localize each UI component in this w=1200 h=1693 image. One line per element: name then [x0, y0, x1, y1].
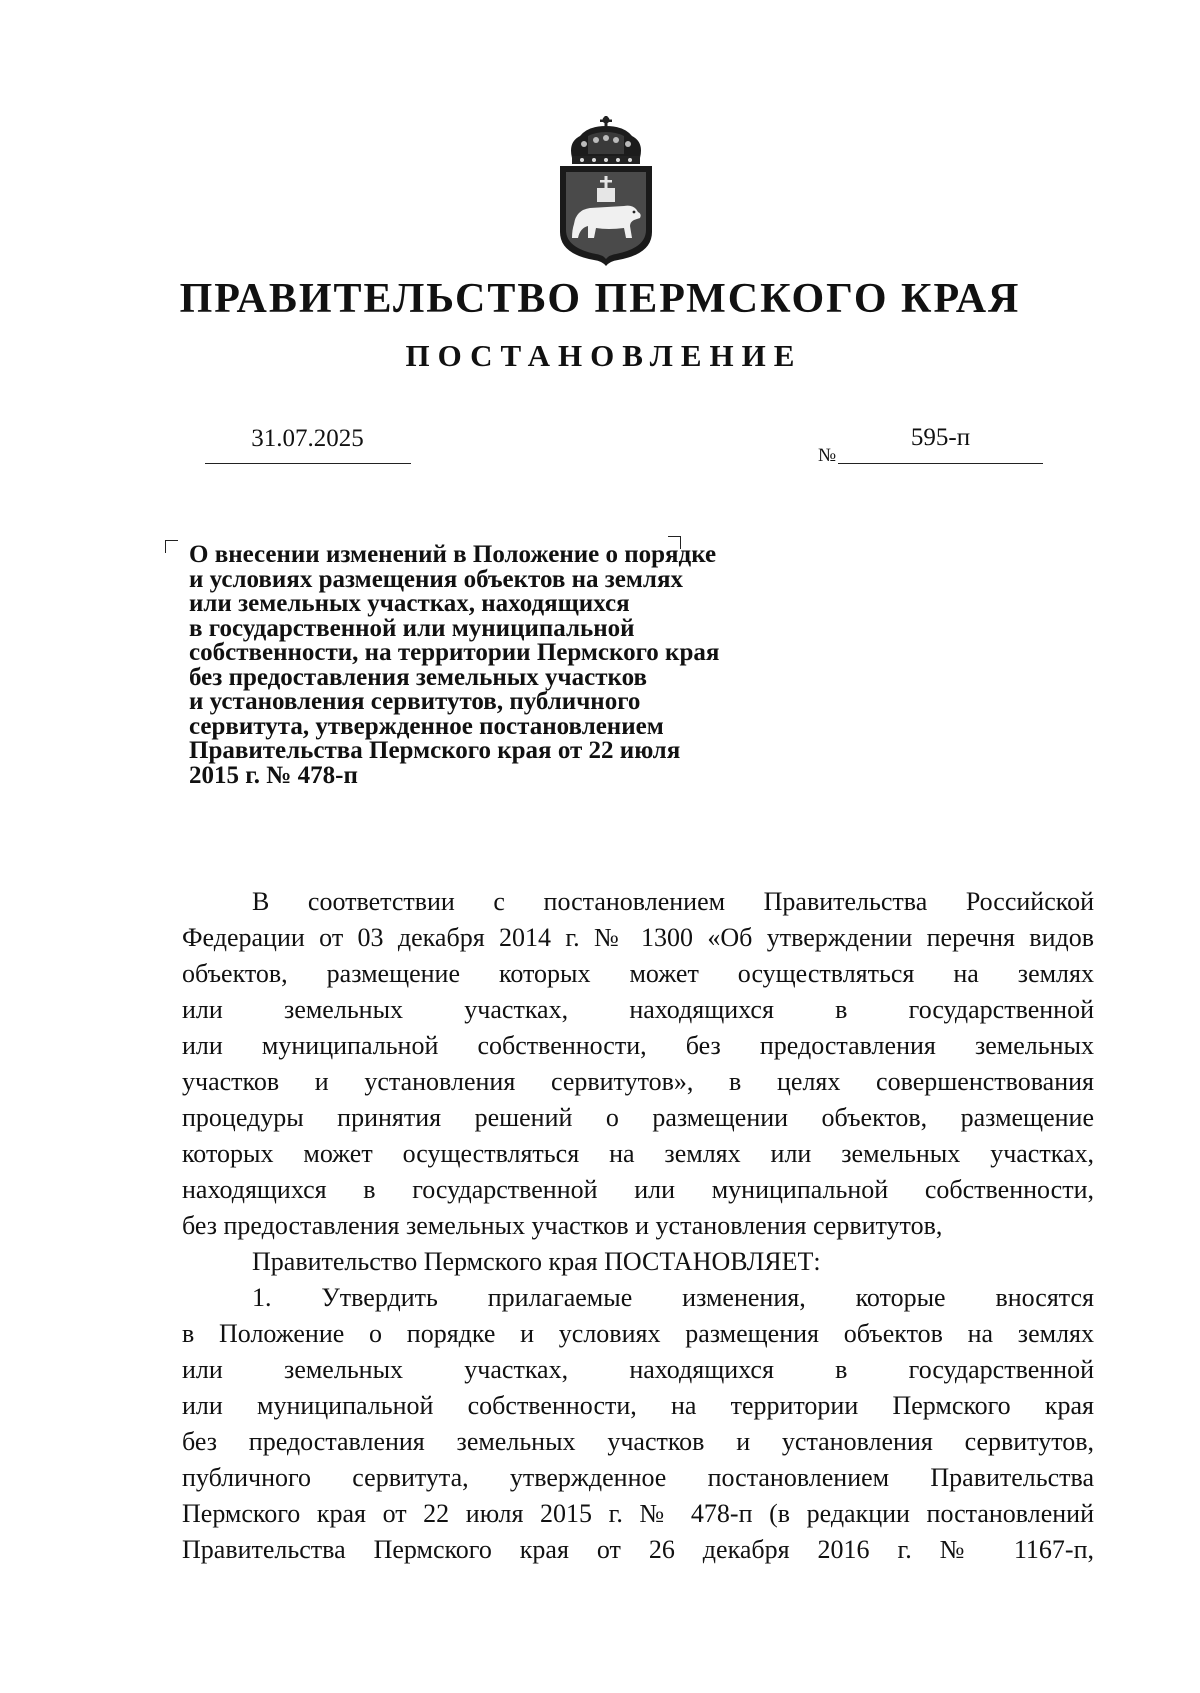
body-line: или муниципальной собственности, на территории Пермского края [182, 1391, 1094, 1420]
body-line: или муниципальной собственности, без предоставления земельных [182, 1031, 1094, 1060]
subject-line: 2015 г. № 478-п [189, 761, 358, 789]
subject-corner-left [165, 540, 178, 553]
body-line: Правительства Пермского края от 26 декабря 2016 г. № 1167-п, [182, 1535, 1094, 1564]
number-sign: № [818, 445, 837, 466]
body-line: публичного сервитута, утвержденное постановлением Правительства [182, 1463, 1094, 1492]
number-underline [838, 463, 1043, 464]
body-line: Пермского края от 22 июля 2015 г. № 478-п (в редакции постановлений [182, 1499, 1094, 1528]
body-line: объектов, размещение которых может осуществляться на землях [182, 959, 1094, 988]
body-line: процедуры принятия решений о размещении объектов, размещение [182, 1103, 1094, 1132]
body-line: Федерации от 03 декабря 2014 г. № 1300 «Об утверждении перечня видов [182, 923, 1094, 952]
subject-line: и условиях размещения объектов на землях [189, 565, 683, 593]
subject-line: собственности, на территории Пермского края [189, 639, 720, 666]
subject-line: сервитута, утвержденное постановлением [189, 712, 664, 740]
document-subject [189, 543, 809, 788]
body-line: или земельных участках, находящихся в государственной [182, 995, 1094, 1024]
body-line: В соответствии с постановлением Правительства Российской [252, 887, 1094, 916]
perm-krai-coat-of-arms-icon [558, 114, 654, 266]
body-line: которых может осуществляться на землях или земельных участках, [182, 1139, 1094, 1168]
government-title: ПРАВИТЕЛЬСТВО ПЕРМСКОГО КРАЯ [179, 276, 1021, 322]
resolves-line: Правительство Пермского края ПОСТАНОВЛЯЕТ: [252, 1247, 821, 1276]
document-type: ПОСТАНОВЛЕНИЕ [405, 338, 803, 373]
document-date: 31.07.2025 [251, 425, 364, 452]
body-line: без предоставления земельных участков и установления сервитутов, [182, 1427, 1094, 1456]
subject-line: в государственной или муниципальной [189, 614, 635, 642]
date-underline [205, 463, 411, 464]
subject-line: без предоставления земельных участков [189, 663, 647, 691]
subject-line: и установления сервитутов, публичного [189, 688, 641, 715]
body-line: участков и установления сервитутов», в целях совершенствования [182, 1067, 1094, 1096]
body-line: находящихся в государственной или муниципальной собственности, [182, 1175, 1094, 1204]
subject-line: О внесении изменений в Положение о порядке [189, 541, 717, 568]
document-number: 595-п [910, 424, 971, 451]
subject-line: Правительства Пермского края от 22 июля [189, 737, 681, 764]
body-line: в Положение о порядке и условиях размещения объектов на землях [182, 1319, 1094, 1348]
body-line: или земельных участках, находящихся в государственной [182, 1355, 1094, 1384]
document-body [182, 884, 1094, 1568]
body-line: 1. Утвердить прилагаемые изменения, которые вносятся [252, 1283, 1094, 1312]
body-line: без предоставления земельных участков и установления сервитутов, [182, 1211, 943, 1240]
subject-line: или земельных участках, находящихся [189, 590, 630, 617]
